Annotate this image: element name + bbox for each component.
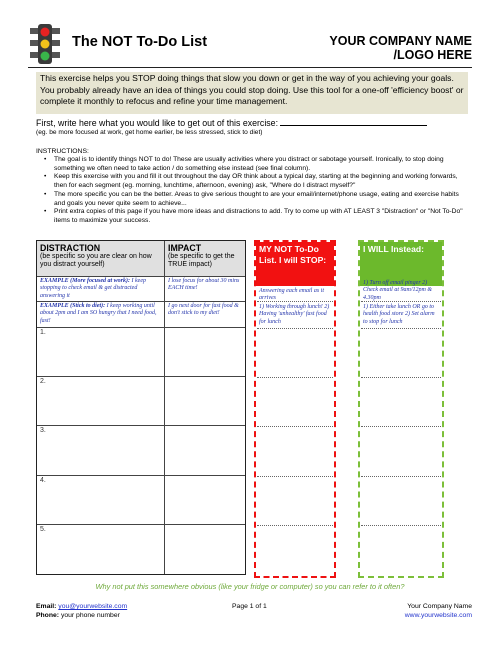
impact-cell[interactable] bbox=[165, 476, 245, 525]
page-title: The NOT To-Do List bbox=[72, 34, 208, 50]
contact-info bbox=[36, 603, 127, 620]
instructions-heading: INSTRUCTIONS: bbox=[36, 148, 89, 155]
divider bbox=[361, 377, 441, 378]
row-number: 5. bbox=[40, 526, 46, 533]
table-row[interactable] bbox=[37, 377, 165, 426]
divider bbox=[257, 328, 333, 329]
row-number: 4. bbox=[40, 477, 46, 484]
distraction-impact-table bbox=[36, 240, 246, 575]
divider bbox=[257, 525, 333, 526]
email-label: Email: bbox=[36, 603, 57, 610]
first-prompt-text: First, write here what you would like to get out of this exercise: bbox=[36, 118, 279, 128]
stop-example-1: Answering each email as it arrives bbox=[259, 288, 324, 302]
divider bbox=[257, 377, 333, 378]
row-number: 3. bbox=[40, 427, 46, 434]
example-2-text: I keep working until about 2pm and I am SO hungry that I need food, fast! bbox=[40, 303, 157, 324]
example-1-text: I keep stopping to check email & get distracted answering it bbox=[40, 278, 146, 299]
stop-example-2: 1) Working through lunch! 2) Having 'unhealthy' fast food for lunch bbox=[259, 304, 330, 325]
footer-note: Why not put this somewhere obvious (like your fridge or computer) so you can refer to it often? bbox=[95, 582, 405, 591]
distraction-title: DISTRACTION bbox=[40, 243, 101, 253]
logo-here: /LOGO HERE bbox=[393, 48, 472, 62]
phone-label: Phone: bbox=[36, 611, 60, 619]
will-instead-header: I WILL Instead: bbox=[360, 242, 442, 286]
table-row[interactable] bbox=[37, 476, 165, 525]
company-logo-placeholder bbox=[329, 34, 472, 62]
not-to-do-header: MY NOT To-Do List. I will STOP: bbox=[256, 242, 334, 286]
goal-input-line[interactable] bbox=[280, 118, 427, 126]
divider bbox=[361, 426, 441, 427]
page-header bbox=[28, 22, 472, 66]
first-prompt bbox=[36, 118, 427, 128]
divider bbox=[257, 301, 333, 302]
divider bbox=[361, 328, 441, 329]
row-number: 1. bbox=[40, 329, 46, 336]
example-1-impact: I lose focus for about 30 mins EACH time! bbox=[165, 277, 245, 302]
divider bbox=[361, 301, 441, 302]
impact-subtitle: (be specific to get the TRUE impact) bbox=[168, 253, 235, 269]
not-to-do-column bbox=[254, 240, 336, 578]
divider bbox=[257, 476, 333, 477]
impact-title: IMPACT bbox=[168, 243, 202, 253]
will-instead-column bbox=[358, 240, 444, 578]
instruction-item: • The goal is to identify things NOT to do! These are usually activities where you distract or sabotage yourself. Ironically, to stop doing something we often need to take action / do something else instead (see final column). bbox=[44, 156, 470, 173]
example-1-label: EXAMPLE (More focused at work): bbox=[40, 278, 130, 284]
distraction-header bbox=[37, 241, 165, 277]
table-row[interactable] bbox=[37, 426, 165, 476]
instead-example-1: 1) Turn off email pinger 2) Check email at 9am/12pm & 4.30pm bbox=[363, 280, 432, 301]
table-row[interactable] bbox=[37, 328, 165, 377]
example-1-distraction bbox=[37, 277, 165, 302]
header-divider bbox=[28, 67, 472, 68]
instruction-item: • The more specific you can be the better. Areas to give serious thought to are your email/internet/phone usage, eating and exercise habits and goals you never quite seem to achieve... bbox=[44, 191, 470, 208]
divider bbox=[361, 525, 441, 526]
footer-company bbox=[405, 603, 472, 620]
instead-example-2: 1) Either take lunch OR go to health food store 2) Set alarm to stop for lunch bbox=[363, 304, 435, 325]
company-name: YOUR COMPANY NAME bbox=[329, 34, 472, 48]
impact-cell[interactable] bbox=[165, 426, 245, 476]
divider bbox=[361, 476, 441, 477]
row-number: 2. bbox=[40, 378, 46, 385]
impact-cell[interactable] bbox=[165, 328, 245, 377]
impact-header bbox=[165, 241, 245, 277]
footer-company-name: Your Company Name bbox=[407, 603, 472, 610]
impact-cell[interactable] bbox=[165, 525, 245, 574]
distraction-subtitle: (be specific so you are clear on how you distract yourself) bbox=[40, 253, 152, 269]
website-link[interactable]: www.yourwebsite.com bbox=[404, 611, 472, 619]
example-2-distraction bbox=[37, 302, 165, 328]
impact-cell[interactable] bbox=[165, 377, 245, 426]
intro-box: This exercise helps you STOP doing things that slow you down or get in the way of you achieving your goals. You probably already have an idea of things you could stop doing. Use this tool for a one-off 'efficiency boost' or complete it monthly to refocus and refine your time management. bbox=[36, 72, 468, 114]
email-link[interactable]: you@yourwebsite.com bbox=[58, 603, 128, 610]
page-number: Page 1 of 1 bbox=[232, 603, 267, 610]
example-2-impact: I go next door for fast food & don't stick to my diet! bbox=[165, 302, 245, 328]
instructions-list bbox=[44, 156, 470, 226]
phone-number: your phone number bbox=[60, 611, 120, 619]
example-2-label: EXAMPLE (Stick to diet): bbox=[40, 303, 106, 309]
first-hint: (eg. be more focused at work, get home earlier, be less stressed, stick to diet) bbox=[36, 129, 263, 136]
traffic-light-icon bbox=[28, 22, 62, 66]
divider bbox=[257, 426, 333, 427]
instruction-item: • Keep this exercise with you and fill it out throughout the day OR think about a typical day, starting at the beginning and working forwards, then for each segment (eg. morning, lunchtime, afternoon, evening) ask, "Where do I distract myself?" bbox=[44, 173, 470, 190]
instruction-item: • Print extra copies of this page if you have more ideas and distractions to add. Try to come up with AT LEAST 3 "Distraction" or "Not To-Do" items to maximize your success. bbox=[44, 208, 470, 225]
table-row[interactable] bbox=[37, 525, 165, 574]
